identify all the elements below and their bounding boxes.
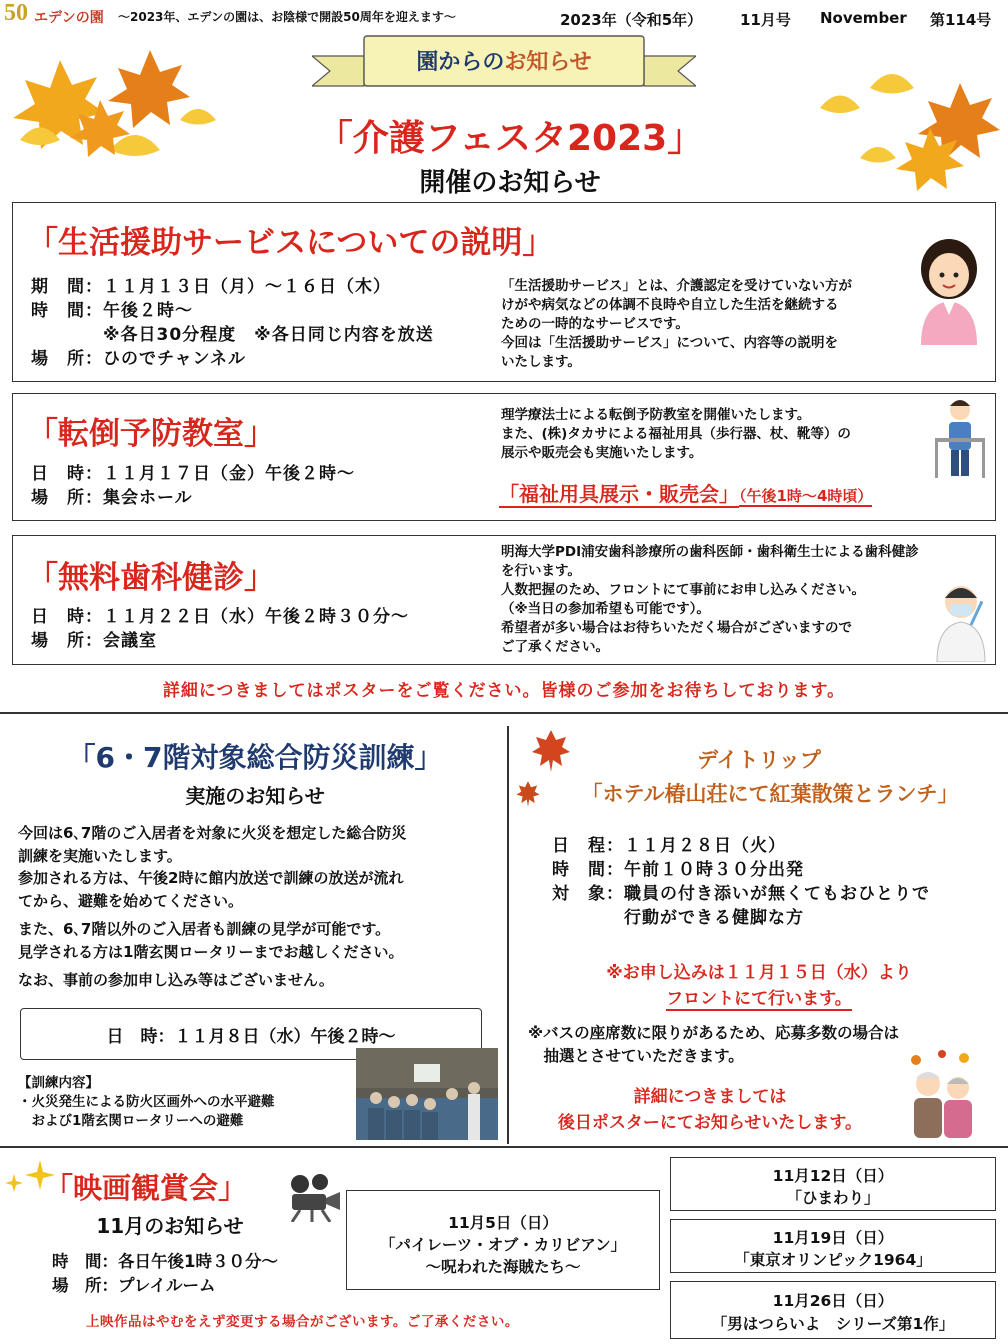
event3-line: 場 所：会議室: [31, 631, 157, 651]
film1-date: 11月5日（日）: [448, 1214, 558, 1232]
drill-body: [18, 822, 406, 992]
caregiver-illustration-icon: [913, 235, 985, 345]
desc-line: を行います。: [501, 563, 581, 579]
event1-line: 時 間：午後２時～: [31, 301, 193, 321]
trip-details: [552, 834, 930, 930]
issue-month: 11月号: [740, 11, 791, 29]
drill-datetime: 日 時：１１月８日（水）午後２時～: [106, 1027, 396, 1047]
desc-line: 理学療法士による転倒予防教室を開催いたします。: [501, 407, 811, 423]
desc-line: 展示や販売会も実施いたします。: [501, 445, 703, 461]
trip-apply-line: フロントにて行います。: [666, 989, 852, 1009]
sale-notice: [499, 478, 872, 507]
trip-detail-line: 後日ポスターにてお知らせいたします。: [557, 1113, 863, 1133]
event-dental-checkup: [12, 535, 996, 665]
film1-subtitle: ～呪われた海賊たち～: [425, 1258, 581, 1276]
desc-line: 希望者が多い場合はお待ちいただく場合がございますので: [501, 620, 852, 636]
sale-title: 「福祉用具展示・販売会」: [499, 482, 739, 506]
horizontal-divider-bottom: [0, 1146, 1008, 1148]
logo: [4, 2, 114, 30]
event-fall-prevention: [12, 393, 996, 521]
poster-notice: 詳細につきましてはポスターをご覧ください。皆様のご参加をお待ちしております。: [162, 681, 846, 701]
event3-description: [501, 543, 919, 657]
drill-subtitle: 実施のお知らせ: [185, 784, 325, 808]
desc-line: いたします。: [501, 354, 581, 370]
film3-date: 11月19日（日）: [772, 1229, 894, 1247]
desc-line: 今回は「生活援助サービス」について、内容等の説明を: [501, 335, 838, 351]
drill-content: [18, 1074, 275, 1131]
event3-title: 「無料歯科健診」: [27, 560, 275, 596]
drill-line: てから、避難を始めてください。: [18, 891, 244, 910]
film3-title: 「東京オリンピック1964」: [734, 1251, 932, 1269]
desc-line: （※当日の参加希望も可能です）。: [501, 601, 710, 617]
trip-bus-line: 抽選とさせていただきます。: [528, 1047, 744, 1065]
elderly-couple-illustration-icon: [902, 1050, 982, 1142]
event1-line: 場 所：ひのでチャンネル: [31, 349, 246, 369]
movie-line: 場 所：プレイルーム: [52, 1276, 216, 1295]
drill-line: 見学される方は1階玄関ロータリーまでお越しください。: [18, 942, 404, 961]
trip-line: 時 間：午前１０時３０分出発: [552, 860, 804, 880]
banner-highlight: お知らせ: [504, 50, 592, 75]
trip-apply: [510, 960, 1008, 1012]
film4-title: 「男はつらいよ シリーズ第1作」: [711, 1315, 955, 1333]
festa-subtitle: 開催のお知らせ: [419, 168, 601, 198]
trip-apply-line-wrap: [510, 986, 1008, 1012]
issue-date: 2023年（令和5年）: [560, 11, 703, 29]
desc-line: 人数把握のため、フロントにて事前にお申し込みください。: [501, 582, 865, 598]
event3-details: [31, 605, 409, 653]
film-card-1: [346, 1190, 660, 1290]
trip-bus-note: [528, 1022, 899, 1068]
event2-title: 「転倒予防教室」: [27, 416, 275, 452]
logo-text: エデンの園: [34, 10, 104, 26]
event2-details: [31, 462, 355, 510]
event2-description: [501, 406, 851, 463]
drill-content-line: ・火災発生による防火区画外への水平避難: [18, 1094, 275, 1110]
event1-title: 「生活援助サービスについての説明」: [27, 225, 554, 261]
trip-detail-note: [510, 1084, 910, 1136]
issue-number: 第114号: [930, 11, 992, 29]
movie-note: 上映作品はやむをえず変更する場合がございます。ご了承ください。: [86, 1314, 519, 1330]
drill-line: 今回は6､7階のご入居者を対象に火災を想定した総合防災: [18, 824, 407, 842]
trip-detail-line: 詳細につきましては: [633, 1087, 787, 1107]
event1-line: ※各日30分程度 ※各日同じ内容を放送: [31, 325, 434, 345]
trip-title: デイトリップ: [697, 748, 821, 772]
film1-title: 「パイレーツ・オブ・カリビアン」: [379, 1236, 627, 1254]
film2-title: 「ひまわり」: [786, 1189, 880, 1207]
event2-line: 日 時：１１月１７日（金）午後２時～: [31, 464, 355, 484]
maple-leaf-small-icon: [514, 780, 542, 808]
event1-details: [31, 275, 434, 371]
horizontal-divider: [0, 712, 1008, 714]
trip-subtitle: 「ホテル椿山荘にて紅葉散策とランチ」: [581, 782, 959, 806]
movie-subtitle: 11月のお知らせ: [96, 1214, 244, 1238]
tagline: ～2023年、エデンの園は、お陰様で開設50周年を迎えます～: [118, 10, 456, 24]
header: [0, 0, 1008, 34]
drill-title: 「6・7階対象総合防災訓練」: [67, 741, 443, 774]
trip-line: 日 程：１１月２８日（火）: [552, 836, 786, 856]
trip-line: 行動ができる健脚な方: [552, 908, 804, 928]
walker-illustration-icon: [931, 398, 989, 482]
film-card-4: [670, 1281, 996, 1339]
trip-apply-line: ※お申し込みは１１月１５日（水）より: [606, 963, 912, 983]
drill-line: 訓練を実施いたします。: [18, 846, 182, 865]
trip-line: 対 象：職員の付き添いが無くてもおひとりで: [552, 884, 930, 904]
desc-line: 「生活援助サービス」とは、介護認定を受けていない方が: [501, 278, 852, 294]
banner-prefix: 園からの: [416, 50, 505, 75]
sale-time: （午後1時～4時頃）: [739, 487, 873, 505]
festa-title: 「介護フェスタ2023」: [316, 118, 704, 159]
event-life-support: [12, 202, 996, 382]
desc-line: けがや病気などの体調不良時や自立した生活を継続する: [501, 297, 839, 313]
event3-line: 日 時：１１月２２日（水）午後２時３０分～: [31, 607, 409, 627]
dentist-illustration-icon: [931, 580, 991, 662]
desc-line: また、(株)タカサによる福祉用具（歩行器、杖、靴等）の: [501, 426, 851, 442]
vertical-divider: [507, 726, 509, 1144]
drill-line: 参加される方は、午後2時に館内放送で訓練の放送が流れ: [18, 869, 404, 887]
event1-line: 期 間：１１月１３日（月）～１６日（木）: [31, 277, 391, 297]
trip-bus-line: ※バスの座席数に限りがあるため、応募多数の場合は: [528, 1024, 899, 1042]
desc-line: ための一時的なサービスです。: [501, 316, 689, 332]
issue-month-en: November: [820, 9, 907, 27]
movie-title: 「映画観賞会」: [44, 1171, 248, 1205]
event2-line: 場 所：集会ホール: [31, 488, 193, 508]
banner-title: [364, 45, 644, 76]
film4-date: 11月26日（日）: [772, 1292, 894, 1310]
film-card-3: [670, 1219, 996, 1273]
drill-photo: [356, 1048, 498, 1140]
film-card-2: [670, 1157, 996, 1211]
autumn-leaves-right-icon: [800, 68, 1008, 198]
desc-line: ご了承ください。: [501, 639, 609, 655]
drill-line: なお、事前の参加申し込み等はございません。: [18, 971, 334, 989]
drill-line: また、6､7階以外のご入居者も訓練の見学が可能です。: [18, 920, 391, 938]
drill-content-line: および1階玄関ロータリーへの避難: [18, 1113, 244, 1129]
drill-content-label: 【訓練内容】: [18, 1075, 99, 1091]
autumn-leaves-left-icon: [0, 40, 230, 200]
desc-line: 明海大学PDI浦安歯科診療所の歯科医師・歯科衛生士による歯科健診: [501, 544, 919, 560]
film2-date: 11月12日（日）: [772, 1167, 894, 1185]
movie-line: 時 間：各日午後1時３０分～: [52, 1252, 278, 1271]
movie-details: [52, 1250, 278, 1298]
logo-number: 50: [4, 0, 28, 26]
event1-description: [501, 277, 852, 372]
